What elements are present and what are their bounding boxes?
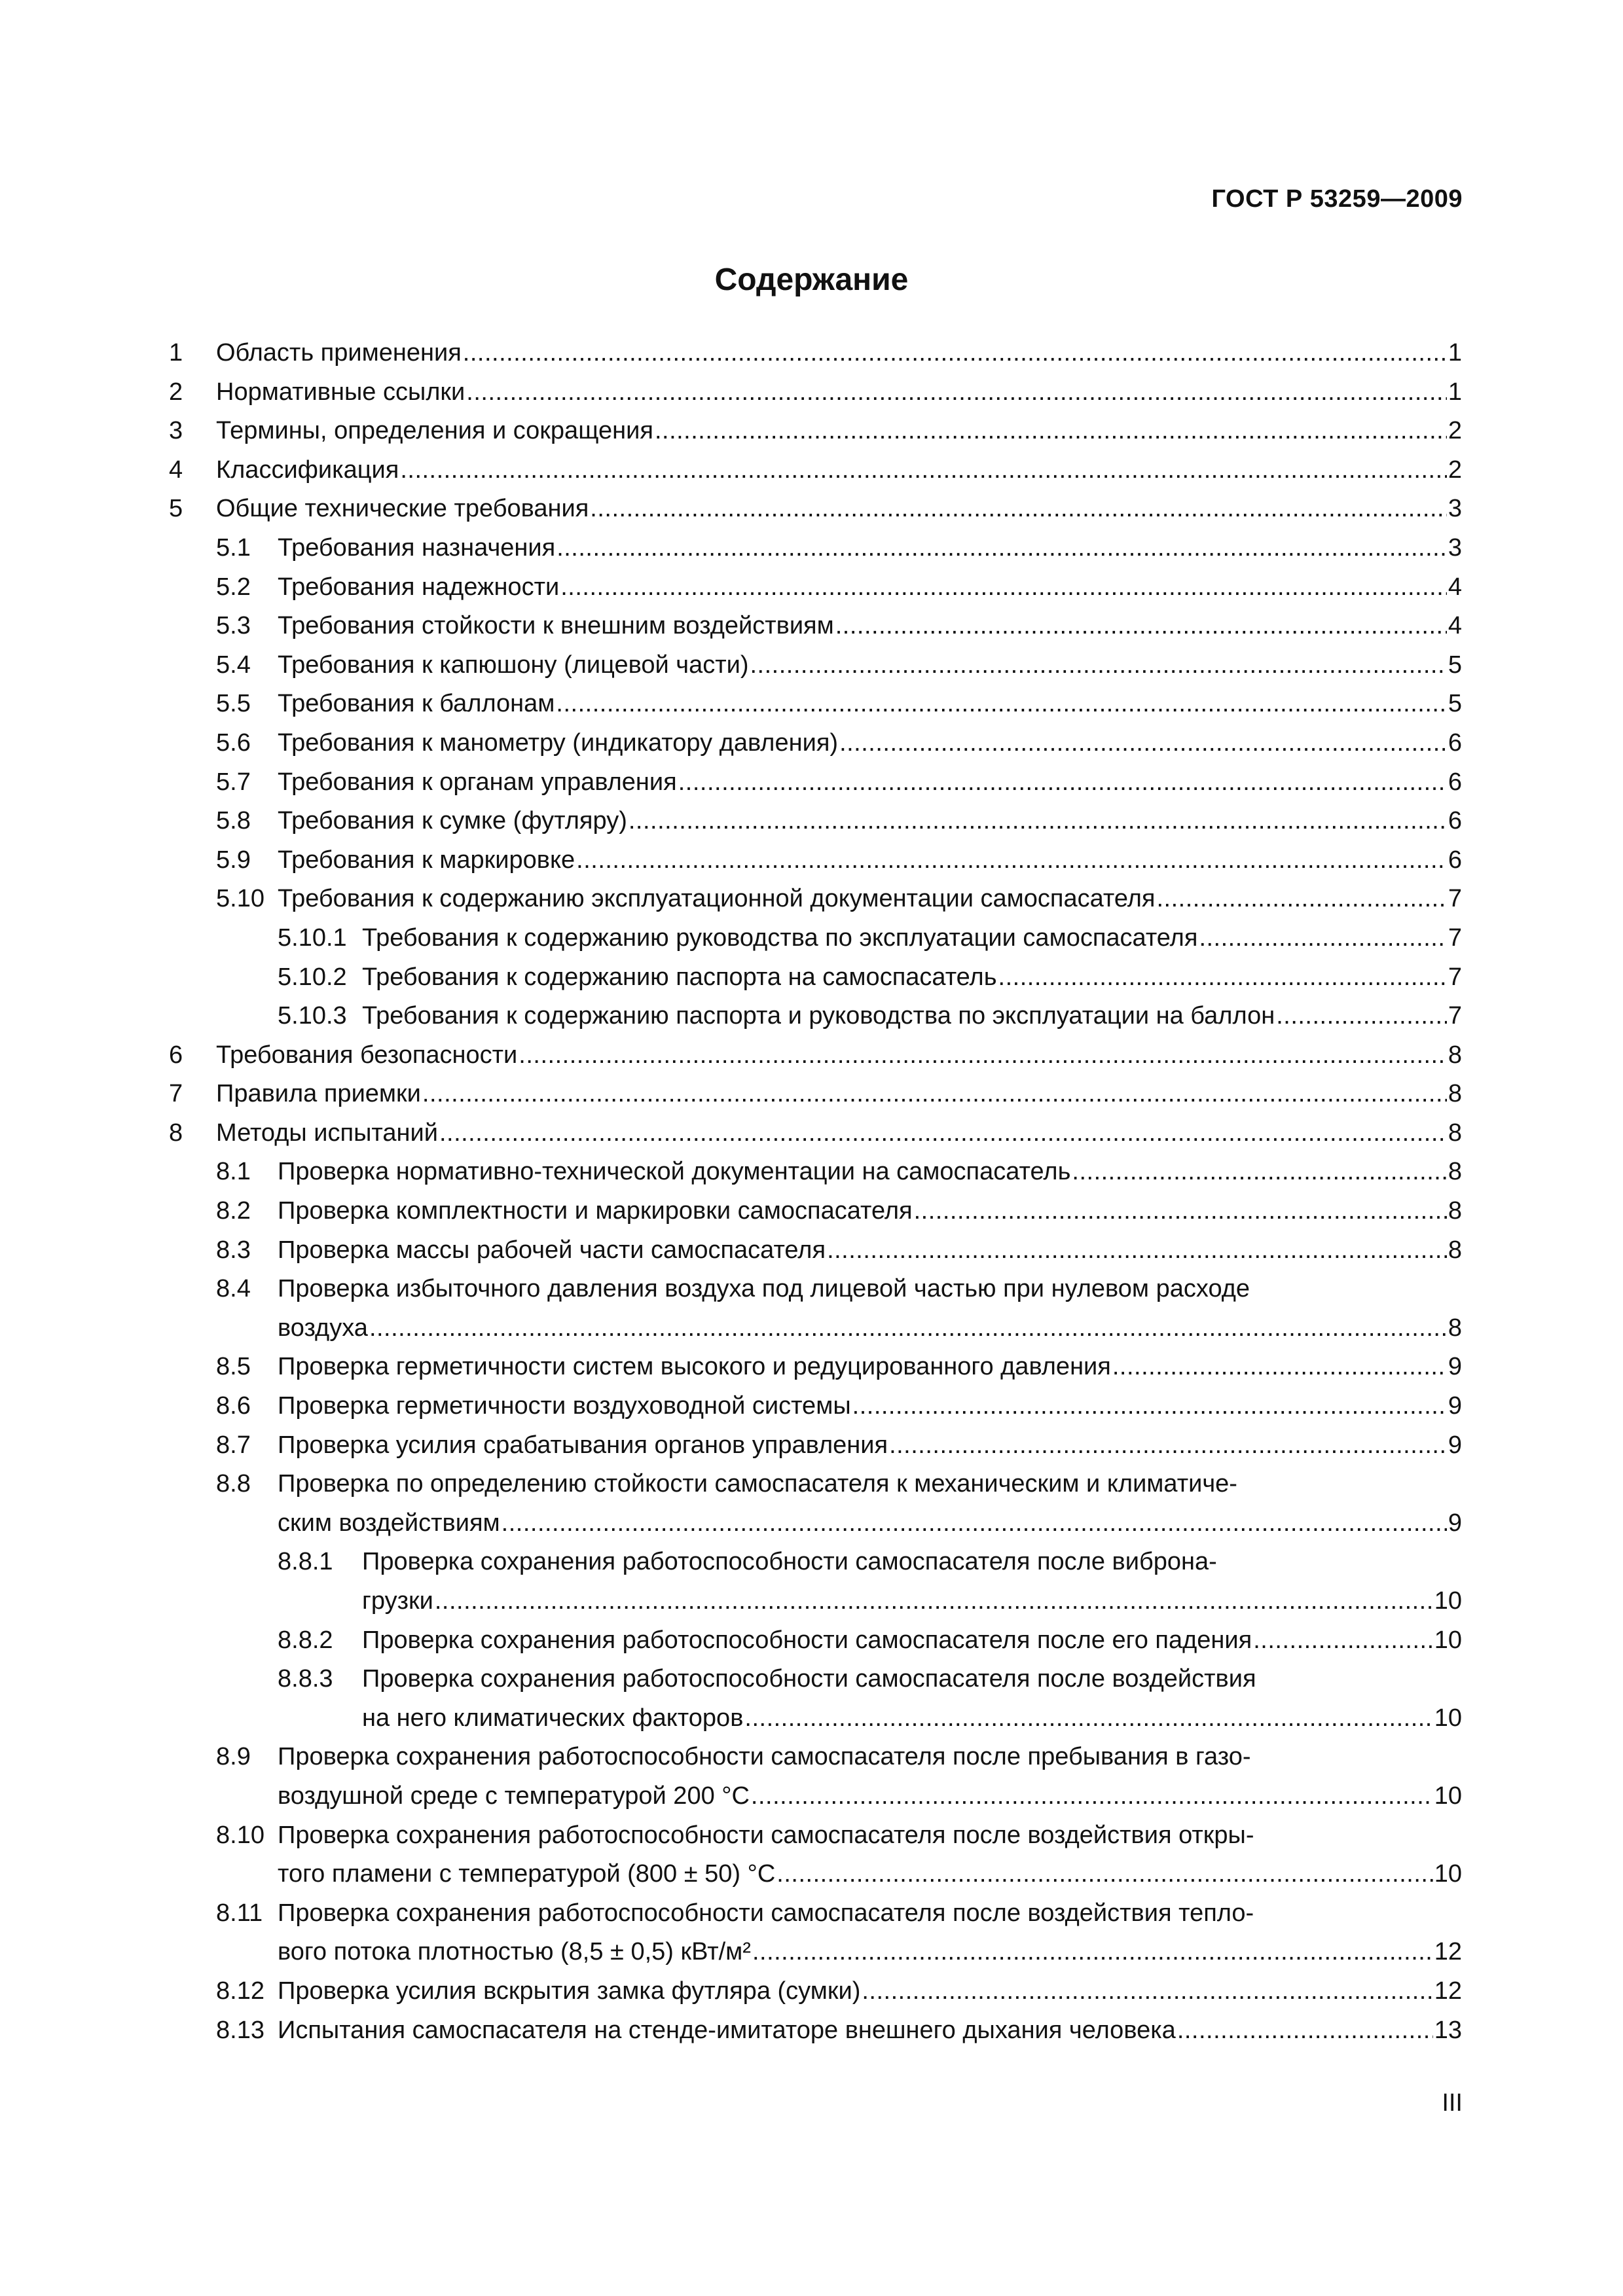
dot-leader bbox=[1177, 2011, 1433, 2051]
toc-entry-page: 2 bbox=[1448, 456, 1462, 484]
toc-entry[interactable] bbox=[169, 1816, 1462, 1894]
toc-entry-title-line: Проверка по определению стойкости самоспасателя к механическим и климатиче- bbox=[278, 1470, 1237, 1498]
toc-entry[interactable] bbox=[169, 646, 1462, 685]
toc-entry-number: 8.13 bbox=[216, 2016, 264, 2044]
toc-entry-page: 8 bbox=[1448, 1197, 1462, 1225]
toc-entry-page: 8 bbox=[1448, 1119, 1462, 1147]
toc-entry[interactable] bbox=[169, 334, 1462, 373]
toc-entry-title: на него климатических факторов bbox=[362, 1704, 744, 1732]
toc-entry-title: Проверка герметичности воздуховодной системы bbox=[278, 1392, 851, 1420]
dot-leader bbox=[463, 334, 1447, 373]
toc-entry[interactable] bbox=[169, 919, 1462, 958]
toc-entry-title: Требования к сумке (футляру) bbox=[278, 807, 627, 835]
toc-entry-number: 8.10 bbox=[216, 1821, 264, 1849]
toc-entry-title: Требования к маркировке bbox=[278, 846, 575, 874]
toc-entry-number: 5.10.1 bbox=[278, 924, 347, 952]
toc-entry-number: 5.1 bbox=[216, 533, 251, 562]
toc-entry-page: 9 bbox=[1448, 1509, 1462, 1537]
toc-entry-number: 8.1 bbox=[216, 1158, 251, 1186]
toc-entry-page: 12 bbox=[1434, 1938, 1462, 1966]
toc-entry-title: Проверка усилия вскрытия замка футляра (сумки) bbox=[278, 1977, 861, 2005]
toc-entry-title: Правила приемки bbox=[216, 1080, 421, 1108]
toc-entry[interactable] bbox=[169, 1153, 1462, 1192]
dot-leader bbox=[556, 529, 1447, 568]
toc-entry-title: Термины, определения и сокращения bbox=[216, 417, 653, 445]
toc-entry-page: 6 bbox=[1448, 728, 1462, 757]
toc-entry-page: 1 bbox=[1448, 378, 1462, 406]
toc-entry-page: 7 bbox=[1448, 963, 1462, 991]
toc-entry-page: 9 bbox=[1448, 1431, 1462, 1459]
dot-leader bbox=[862, 1972, 1432, 2011]
dot-leader bbox=[1253, 1621, 1433, 1660]
toc-entry[interactable] bbox=[169, 763, 1462, 802]
toc-entry-title: Испытания самоспасателя на стенде-имитаторе внешнего дыхания человека bbox=[278, 2016, 1176, 2044]
toc-entry-page: 6 bbox=[1448, 846, 1462, 874]
toc-entry-number: 8.6 bbox=[216, 1392, 251, 1420]
dot-leader bbox=[914, 1192, 1447, 1231]
toc-entry-page: 10 bbox=[1434, 1704, 1462, 1732]
dot-leader bbox=[435, 1582, 1433, 1621]
toc-entry-page: 6 bbox=[1448, 768, 1462, 796]
dot-leader bbox=[439, 1114, 1447, 1153]
toc-entry[interactable] bbox=[169, 412, 1462, 451]
toc-entry-number: 8.11 bbox=[216, 1899, 263, 1927]
toc-title: Содержание bbox=[714, 262, 909, 297]
toc-entry-page: 8 bbox=[1448, 1158, 1462, 1186]
toc-entry-number: 5.10.2 bbox=[278, 963, 347, 991]
toc-entry[interactable] bbox=[169, 841, 1462, 880]
toc-entry-page: 9 bbox=[1448, 1353, 1462, 1381]
toc-entry-page: 4 bbox=[1448, 612, 1462, 640]
dot-leader bbox=[576, 841, 1447, 880]
dot-leader bbox=[839, 724, 1447, 763]
dot-leader bbox=[889, 1426, 1447, 1465]
dot-leader bbox=[1112, 1348, 1447, 1387]
dot-leader bbox=[827, 1231, 1447, 1270]
toc-entry-number: 8.7 bbox=[216, 1431, 251, 1459]
toc-entry-title: Требования к содержанию руководства по эксплуатации самоспасателя bbox=[362, 924, 1198, 952]
toc-entry-number: 8.8 bbox=[216, 1470, 251, 1498]
dot-leader bbox=[422, 1075, 1447, 1114]
toc-entry[interactable] bbox=[169, 1660, 1462, 1738]
toc-entry-number: 5.4 bbox=[216, 651, 251, 679]
toc-entry-title: Требования стойкости к внешним воздействиям bbox=[278, 612, 834, 640]
dot-leader bbox=[369, 1309, 1447, 1348]
toc-entry-page: 12 bbox=[1434, 1977, 1462, 2005]
table-of-contents bbox=[169, 334, 1462, 2050]
toc-entry-page: 7 bbox=[1448, 885, 1462, 913]
toc-entry-page: 5 bbox=[1448, 651, 1462, 679]
toc-entry-number: 8.3 bbox=[216, 1236, 251, 1264]
toc-entry-number: 8.5 bbox=[216, 1353, 251, 1381]
toc-entry-number: 8.12 bbox=[216, 1977, 264, 2005]
toc-entry-page: 10 bbox=[1434, 1860, 1462, 1888]
dot-leader bbox=[1276, 997, 1447, 1036]
toc-entry-number: 5.2 bbox=[216, 573, 251, 601]
toc-entry-number: 8 bbox=[169, 1119, 183, 1147]
toc-entry[interactable] bbox=[169, 490, 1462, 529]
toc-entry-page: 3 bbox=[1448, 533, 1462, 562]
toc-entry[interactable] bbox=[169, 568, 1462, 607]
toc-entry[interactable] bbox=[169, 1075, 1462, 1114]
dot-leader bbox=[1072, 1153, 1446, 1192]
dot-leader bbox=[560, 568, 1447, 607]
page-number: III bbox=[1442, 2089, 1463, 2117]
toc-entry-number: 4 bbox=[169, 456, 183, 484]
toc-entry[interactable] bbox=[169, 1192, 1462, 1231]
toc-entry-title: Классификация bbox=[216, 456, 399, 484]
toc-entry-number: 8.9 bbox=[216, 1743, 251, 1771]
toc-entry-title-line: Проверка сохранения работоспособности самоспасателя после пребывания в газо- bbox=[278, 1743, 1251, 1771]
toc-entry[interactable] bbox=[169, 451, 1462, 490]
toc-entry-title: Требования назначения bbox=[278, 533, 556, 562]
toc-entry-title: Требования к содержанию паспорта и руководства по эксплуатации на баллон bbox=[362, 1002, 1275, 1030]
toc-entry[interactable] bbox=[169, 1894, 1462, 1972]
toc-entry[interactable] bbox=[169, 607, 1462, 646]
toc-entry-number: 1 bbox=[169, 339, 183, 367]
toc-entry[interactable] bbox=[169, 1231, 1462, 1270]
dot-leader bbox=[1156, 880, 1446, 919]
toc-entry[interactable] bbox=[169, 685, 1462, 724]
toc-entry[interactable] bbox=[169, 1114, 1462, 1153]
toc-entry-number: 5.10 bbox=[216, 885, 264, 913]
dot-leader bbox=[400, 451, 1447, 490]
toc-entry-page: 7 bbox=[1448, 1002, 1462, 1030]
toc-entry-page: 10 bbox=[1434, 1626, 1462, 1654]
toc-entry[interactable] bbox=[169, 997, 1462, 1036]
toc-entry-title: Проверка усилия срабатывания органов управления bbox=[278, 1431, 888, 1459]
toc-entry-number: 8.2 bbox=[216, 1197, 251, 1225]
toc-entry-title: вого потока плотностью (8,5 ± 0,5) кВт/м² bbox=[278, 1938, 751, 1966]
dot-leader bbox=[629, 802, 1447, 841]
toc-entry-title: Требования к манометру (индикатору давления) bbox=[278, 728, 839, 757]
toc-entry-title: воздуха bbox=[278, 1314, 368, 1342]
toc-entry-page: 1 bbox=[1448, 339, 1462, 367]
toc-entry-title: Проверка сохранения работоспособности самоспасателя после его падения bbox=[362, 1626, 1252, 1654]
toc-entry[interactable] bbox=[169, 1036, 1462, 1075]
toc-entry-title: Требования к капюшону (лицевой части) bbox=[278, 651, 749, 679]
dot-leader bbox=[590, 490, 1447, 529]
toc-entry[interactable] bbox=[169, 802, 1462, 841]
toc-entry-title: Требования к содержанию паспорта на самоспасатель bbox=[362, 963, 997, 991]
toc-entry-title: Проверка нормативно-технической документации на самоспасатель bbox=[278, 1158, 1071, 1186]
toc-entry-title-line: Проверка сохранения работоспособности самоспасателя после воздействия тепло- bbox=[278, 1899, 1254, 1927]
toc-entry[interactable] bbox=[169, 724, 1462, 763]
toc-entry-title: Требования к содержанию эксплуатационной документации самоспасателя bbox=[278, 885, 1156, 913]
toc-entry[interactable] bbox=[169, 529, 1462, 568]
toc-entry-number: 5.6 bbox=[216, 728, 251, 757]
toc-entry[interactable] bbox=[169, 1543, 1462, 1621]
toc-entry-number: 5.10.3 bbox=[278, 1002, 347, 1030]
dot-leader bbox=[655, 412, 1447, 451]
toc-entry[interactable] bbox=[169, 1621, 1462, 1660]
toc-entry[interactable] bbox=[169, 880, 1462, 919]
toc-entry[interactable] bbox=[169, 1387, 1462, 1426]
toc-entry-page: 7 bbox=[1448, 924, 1462, 952]
toc-entry-page: 8 bbox=[1448, 1314, 1462, 1342]
toc-entry-title: того пламени с температурой (800 ± 50) °C bbox=[278, 1860, 776, 1888]
dot-leader bbox=[852, 1387, 1447, 1426]
toc-entry-page: 13 bbox=[1434, 2016, 1462, 2044]
toc-entry-title: Требования надежности bbox=[278, 573, 560, 601]
toc-entry-number: 8.4 bbox=[216, 1275, 251, 1303]
toc-entry-number: 5.8 bbox=[216, 807, 251, 835]
dot-leader bbox=[501, 1504, 1447, 1543]
toc-entry-number: 3 bbox=[169, 417, 183, 445]
dot-leader bbox=[750, 646, 1447, 685]
toc-entry-page: 4 bbox=[1448, 573, 1462, 601]
toc-entry-title: Требования к баллонам bbox=[278, 690, 555, 718]
toc-entry[interactable] bbox=[169, 2011, 1462, 2051]
toc-entry-page: 8 bbox=[1448, 1080, 1462, 1108]
toc-entry-number: 5.5 bbox=[216, 690, 251, 718]
toc-entry-title-line: Проверка сохранения работоспособности самоспасателя после виброна- bbox=[362, 1548, 1217, 1576]
toc-entry-number: 5 bbox=[169, 495, 183, 523]
toc-entry-title: Проверка герметичности систем высокого и редуцированного давления bbox=[278, 1353, 1111, 1381]
dot-leader bbox=[776, 1855, 1432, 1894]
toc-entry-page: 8 bbox=[1448, 1041, 1462, 1069]
toc-entry-title: Область применения bbox=[216, 339, 462, 367]
dot-leader bbox=[519, 1036, 1447, 1075]
toc-entry-title: Проверка массы рабочей части самоспасателя bbox=[278, 1236, 826, 1264]
toc-entry-page: 5 bbox=[1448, 690, 1462, 718]
toc-entry-title-line: Проверка сохранения работоспособности самоспасателя после воздействия bbox=[362, 1665, 1256, 1693]
toc-entry-page: 8 bbox=[1448, 1236, 1462, 1264]
toc-entry[interactable] bbox=[169, 1972, 1462, 2011]
toc-entry-title: Методы испытаний bbox=[216, 1119, 438, 1147]
toc-entry-page: 2 bbox=[1448, 417, 1462, 445]
toc-entry[interactable] bbox=[169, 1270, 1462, 1348]
dot-leader bbox=[466, 373, 1447, 412]
toc-entry-title: Общие технические требования bbox=[216, 495, 589, 523]
dot-leader bbox=[1199, 919, 1446, 958]
toc-entry-number: 8.8.2 bbox=[278, 1626, 333, 1654]
toc-entry-title: Нормативные ссылки bbox=[216, 378, 465, 406]
toc-entry-title: грузки bbox=[362, 1587, 433, 1615]
toc-entry-title: Требования безопасности bbox=[216, 1041, 518, 1069]
toc-entry-page: 10 bbox=[1434, 1587, 1462, 1615]
dot-leader bbox=[744, 1699, 1432, 1738]
toc-entry-number: 5.3 bbox=[216, 612, 251, 640]
toc-entry-page: 3 bbox=[1448, 495, 1462, 523]
toc-entry-number: 2 bbox=[169, 378, 183, 406]
toc-entry-number: 8.8.3 bbox=[278, 1665, 333, 1693]
toc-entry-title: Требования к органам управления bbox=[278, 768, 677, 796]
toc-entry-title-line: Проверка сохранения работоспособности самоспасателя после воздействия откры- bbox=[278, 1821, 1254, 1849]
dot-leader bbox=[678, 763, 1447, 802]
document-code: ГОСТ Р 53259—2009 bbox=[1211, 185, 1463, 213]
dot-leader bbox=[835, 607, 1447, 646]
dot-leader bbox=[998, 958, 1447, 997]
toc-entry-number: 7 bbox=[169, 1080, 183, 1108]
toc-entry-title: воздушной среде с температурой 200 °C bbox=[278, 1782, 750, 1810]
toc-entry-number: 5.9 bbox=[216, 846, 251, 874]
toc-entry[interactable] bbox=[169, 958, 1462, 997]
toc-entry-number: 5.7 bbox=[216, 768, 251, 796]
dot-leader bbox=[751, 1777, 1433, 1816]
toc-entry-title-line: Проверка избыточного давления воздуха под лицевой частью при нулевом расходе bbox=[278, 1275, 1250, 1303]
dot-leader bbox=[752, 1933, 1433, 1972]
toc-entry[interactable] bbox=[169, 1738, 1462, 1816]
toc-entry-title: ским воздействиям bbox=[278, 1509, 500, 1537]
toc-entry[interactable] bbox=[169, 373, 1462, 412]
dot-leader bbox=[556, 685, 1446, 724]
toc-entry-number: 8.8.1 bbox=[278, 1548, 333, 1576]
toc-entry[interactable] bbox=[169, 1348, 1462, 1387]
toc-entry[interactable] bbox=[169, 1465, 1462, 1543]
toc-entry-number: 6 bbox=[169, 1041, 183, 1069]
toc-entry-page: 6 bbox=[1448, 807, 1462, 835]
toc-entry-title: Проверка комплектности и маркировки самоспасателя bbox=[278, 1197, 913, 1225]
toc-entry-page: 10 bbox=[1434, 1782, 1462, 1810]
toc-entry-page: 9 bbox=[1448, 1392, 1462, 1420]
toc-entry[interactable] bbox=[169, 1426, 1462, 1465]
